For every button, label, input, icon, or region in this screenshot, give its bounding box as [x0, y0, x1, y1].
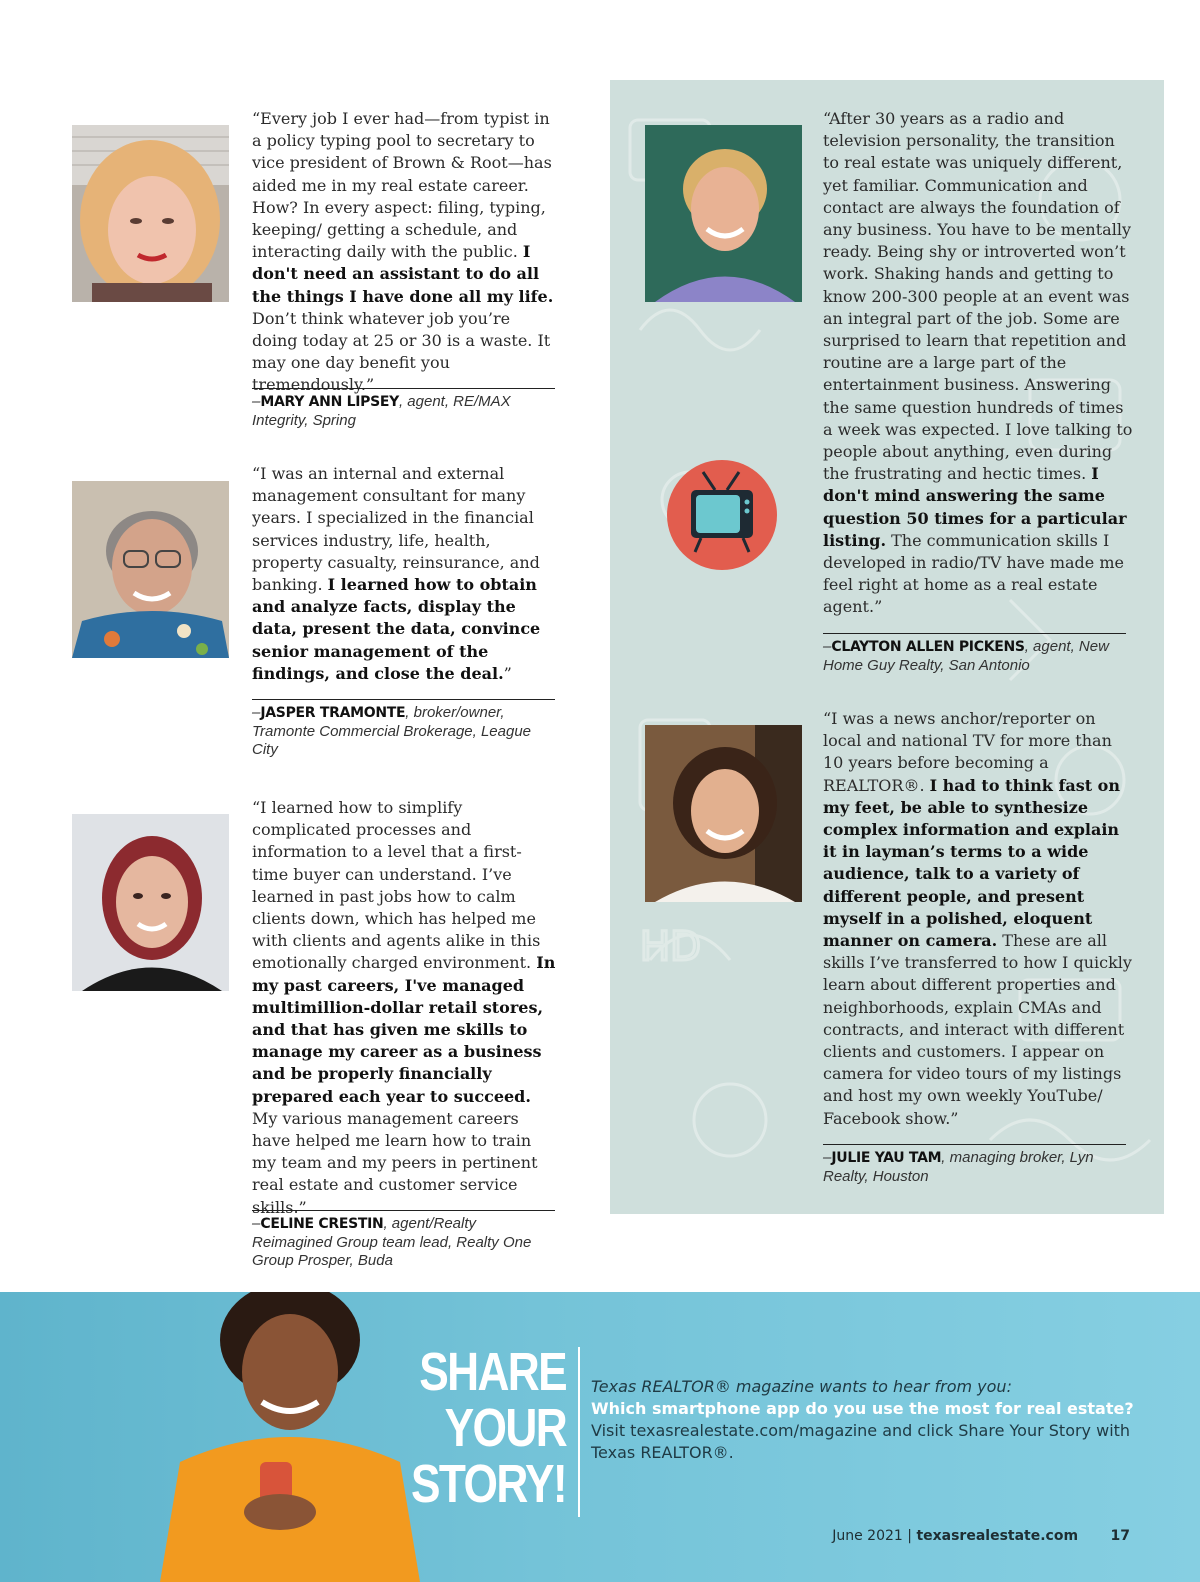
photo-clayton-allen-pickens [645, 125, 802, 302]
issue-date: June 2021 [832, 1528, 903, 1544]
attribution-clayton-allen-pickens: –CLAYTON ALLEN PICKENS, agent, New Home Guy Realty, San Antonio [823, 633, 1126, 675]
attribution-celine-crestin: –CELINE CRESTIN, agent/Realty Reimagined Group team lead, Realty One Group Prosper, Buda [252, 1210, 555, 1271]
attribution-jasper-tramonte: –JASPER TRAMONTE, broker/owner, Tramonte Commercial Brokerage, League City [252, 699, 555, 760]
author-name: MARY ANN LIPSEY [260, 394, 399, 410]
share-heading: SHARE YOUR STORY! [410, 1342, 566, 1514]
tv-icon [667, 460, 777, 570]
quote-jasper-tramonte: “I was an internal and external management consultant for many years. I specialized in the financial services industry, life, health, property casualty, reinsurance, and banking. I learned how to obtain and analyze facts, display the data, present the data, convince senior management of the findings, and close the deal.” [252, 464, 541, 683]
site-link[interactable]: texasrealestate.com [916, 1528, 1079, 1544]
share-intro: Texas REALTOR® magazine wants to hear from you: [591, 1377, 1012, 1396]
quote-julie-yau-tam: “I was a news anchor/reporter on local and national TV for more than 10 years before becoming a REALTOR®. I had to think fast on my feet, be able to synthesize complex information and explain it in layman’s terms to a wide audience, talk to a variety of different people, and present myself in a polished, eloquent manner on camera. These are all skills I’ve transferred to how I quickly learn about different properties and neighborhoods, explain CMAs and contracts, and interact with different clients and customers. I appear on camera for video tours of my listings and host my own weekly YouTube/ Facebook show.” [823, 709, 1132, 1128]
svg-text:HD: HD [640, 924, 701, 970]
photo-celine-crestin [72, 814, 229, 991]
attribution-julie-yau-tam: –JULIE YAU TAM, managing broker, Lyn Realty, Houston [823, 1144, 1126, 1186]
quote-clayton-allen-pickens: “After 30 years as a radio and television personality, the transition to real estate was uniquely different, yet familiar. Communication and contact are always the foundation of any business. You have to be mentally ready. Being shy or introverted won’t work. Shaking hands and getting to know 200-300 people at an event was an integral part of the job. Some are surprised to learn that repetition and routine are a large part of the entertainment business. Answering the same question hundreds of times a week was expected. I love talking to people about anything, even during the frustrating and hectic times. I don't mind answering the same question 50 times for a particular listing. The communication skills I developed in radio/TV have made me feel right at home as a real estate agent.” [823, 109, 1133, 617]
share-divider [578, 1347, 580, 1517]
page-footer: June 2021 | texasrealestate.com 17 [832, 1528, 1130, 1544]
author-name: JASPER TRAMONTE [260, 705, 406, 721]
photo-jasper-tramonte [72, 481, 229, 658]
attribution-mary-ann-lipsey: –MARY ANN LIPSEY, agent, RE/MAX Integrity, Spring [252, 388, 555, 430]
page-number: 17 [1110, 1528, 1130, 1544]
share-question: Which smartphone app do you use the most for real estate? [591, 1399, 1134, 1418]
author-name: JULIE YAU TAM [831, 1150, 942, 1166]
share-your-story-banner [0, 1292, 1200, 1582]
photo-julie-yau-tam [645, 725, 802, 902]
author-name: CELINE CRESTIN [260, 1216, 384, 1232]
share-copy [591, 1376, 1151, 1464]
quote-mary-ann-lipsey: “Every job I ever had—from typist in a policy typing pool to secretary to vice president of Brown & Root—has aided me in my real estate career. How? In every aspect: filing, typing, keeping/ getting a schedule, and interacting daily with the public. I don't need an assistant to do all the things I have done all my life. Don’t think whatever job you’re doing today at 25 or 30 is a waste. It may one day benefit you tremendously.” [252, 109, 554, 395]
photo-mary-ann-lipsey [72, 125, 229, 302]
author-name: CLAYTON ALLEN PICKENS [831, 639, 1025, 655]
quote-celine-crestin: “I learned how to simplify complicated processes and information to a level that a first-time buyer can understand. I’ve learned in past jobs how to calm clients down, which has helped me with clients and agents alike in this emotionally charged environment. In my past careers, I've managed multimillion-dollar retail stores, and that has given me skills to manage my career as a business and be properly financially prepared each year to succeed. My various management careers have helped me learn how to train my team and my peers in pertinent real estate and customer service skills.” [252, 798, 556, 1217]
share-visit-link[interactable]: Visit texasrealestate.com/magazine and click Share Your Story with Texas REALTOR®. [591, 1421, 1131, 1462]
